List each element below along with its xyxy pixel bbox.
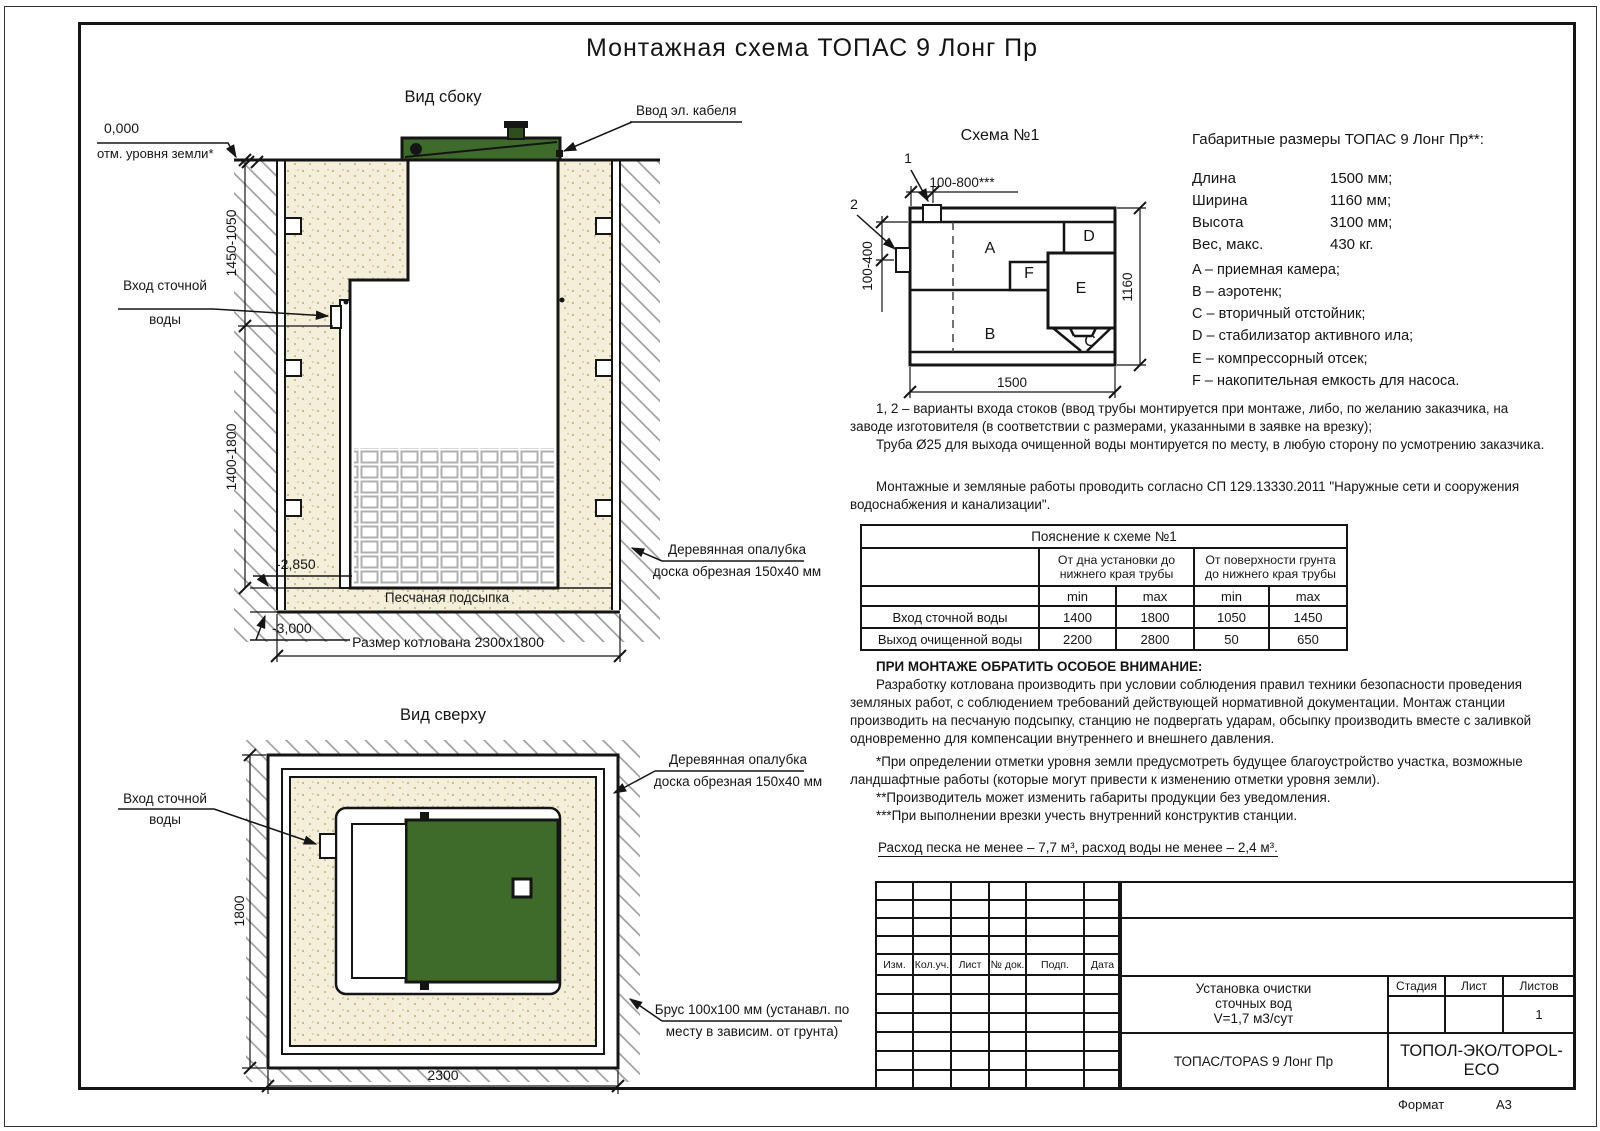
titleblock-empty-row-2 xyxy=(1118,917,1576,977)
tank-service-area-top xyxy=(352,824,406,978)
format-value: А3 xyxy=(1496,1097,1512,1112)
compartment-a-label: A xyxy=(984,240,996,257)
spec-value-width: 1160 мм; xyxy=(1330,192,1392,209)
schema1-explanation-table xyxy=(860,524,1348,651)
formwork-label-side-2: доска обрезная 150х40 мм xyxy=(652,564,822,579)
schema1-title: Схема №1 xyxy=(960,127,1040,144)
cable-entry-point xyxy=(556,150,563,157)
attention-block xyxy=(850,658,1546,748)
spec-value-length: 1500 мм; xyxy=(1330,170,1393,187)
dim-1450-1050: 1450-1050 xyxy=(222,209,239,277)
sand-bed-label: Песчаная подсыпка xyxy=(384,590,510,605)
table-row: Вход сточной воды 1400 1800 1050 1450 xyxy=(861,606,1347,628)
notes-regulations xyxy=(850,478,1546,514)
beam-label-2: месту в зависим. от грунта) xyxy=(665,1024,839,1039)
footnotes-block xyxy=(850,753,1546,825)
pit-size-label: Размер котлована 2300х1800 xyxy=(352,634,544,650)
ground-level-label: отм. уровня земли* xyxy=(97,146,214,161)
dim-1400-1800: 1400-1800 xyxy=(222,423,239,491)
spec-label-length: Длина xyxy=(1192,170,1236,187)
inlet-channel xyxy=(340,300,350,588)
compartment-d-label: D xyxy=(1083,228,1095,245)
footnote-1: *При определении отметки уровня земли предусмотреть будущее благоустройство участка, возможные ландшафтные работы (которые могут привести к изменению отметки уровня земли). xyxy=(850,754,1523,787)
rev-header-list: Лист xyxy=(951,954,989,975)
legend-item-c: C – вторичный отстойник; xyxy=(1192,306,1366,322)
cable-entry-label: Ввод эл. кабеля xyxy=(636,103,737,118)
company-cell: ТОПОЛ-ЭКО/TOPOL-ECO xyxy=(1387,1032,1576,1090)
inlet-variant2-stub xyxy=(896,248,910,272)
inlet-label-side-1: Вход сточной xyxy=(123,278,207,293)
rev-header-podp: Подп. xyxy=(1026,954,1084,975)
legend-item-e: E – компрессорный отсек; xyxy=(1192,351,1368,367)
beam-label-1: Брус 100х100 мм (устанавл. по xyxy=(654,1002,850,1017)
tank-lid-top xyxy=(406,820,558,982)
spec-value-height: 3100 мм; xyxy=(1330,214,1393,231)
revision-table xyxy=(875,881,1122,1090)
formwork-label-top-2: доска обрезная 150х40 мм xyxy=(653,774,823,789)
legend-item-d: D – стабилизатор активного ила; xyxy=(1192,328,1414,344)
schema1-drawing xyxy=(857,170,1146,398)
dim-100-400: 100-400 xyxy=(860,241,876,291)
inlet-label-top-2: воды xyxy=(149,812,181,827)
table-min1: min xyxy=(1039,586,1116,606)
formwork-label-side-1: Деревянная опалубка xyxy=(667,542,807,557)
rev-header-dok: № док. xyxy=(989,954,1026,975)
table-group1-header: От дна установки до нижнего края трубы xyxy=(1039,548,1194,586)
table-corner-cell xyxy=(861,548,1039,586)
table-row: Выход очищенной воды 2200 2800 50 650 xyxy=(861,628,1347,650)
spec-label-weight: Вес, макс. xyxy=(1192,236,1264,253)
inlet-stub-side xyxy=(331,306,341,328)
inlet-variant1-stub xyxy=(923,205,941,222)
inlet-label-side-2: воды xyxy=(149,312,181,327)
rev-header-data: Дата xyxy=(1084,954,1121,975)
spec-value-weight: 430 кг. xyxy=(1330,236,1374,253)
side-view-drawing xyxy=(97,121,807,662)
sheets-header-cell: Листов xyxy=(1502,975,1576,997)
consumption-note: Расход песка не менее – 7,7 м³, расход воды не менее – 2,4 м³. xyxy=(878,840,1278,855)
tank-lid-side xyxy=(402,121,560,160)
attention-header: ПРИ МОНТАЖЕ ОБРАТИТЬ ОСОБОЕ ВНИМАНИЕ: xyxy=(876,659,1203,674)
dim-1160: 1160 xyxy=(1120,272,1136,302)
project-title-cell xyxy=(1118,975,1389,1034)
compartment-b-label: B xyxy=(984,326,996,343)
table-max2: max xyxy=(1269,586,1347,606)
rev-header-koluch: Кол.уч. xyxy=(913,954,951,975)
tank-rib-texture xyxy=(354,448,554,585)
inlet-variant2-label: 2 xyxy=(850,196,858,212)
project-title-line3: V=1,7 м3/сут xyxy=(1213,1010,1294,1026)
level-3000-label: -3,000 xyxy=(272,620,312,636)
dim-2300: 2300 xyxy=(427,1067,459,1083)
rev-header-izm: Изм. xyxy=(876,954,913,975)
project-title-line2: сточных вод xyxy=(1215,996,1292,1012)
sheets-value-cell: 1 xyxy=(1502,995,1576,1034)
stage-header-cell: Стадия xyxy=(1387,975,1446,997)
compartment-c-label: C xyxy=(1084,333,1096,350)
stage-value-cell xyxy=(1387,995,1446,1034)
page-title: Монтажная схема ТОПАС 9 Лонг Пр xyxy=(585,34,1039,62)
spec-label-width: Ширина xyxy=(1192,192,1248,209)
specs-header: Габаритные размеры ТОПАС 9 Лонг Пр**: xyxy=(1192,131,1484,148)
compartment-f-label: F xyxy=(1024,265,1034,282)
format-label: Формат xyxy=(1398,1097,1445,1112)
inlet-stub-top xyxy=(320,834,336,858)
table-title: Пояснение к схеме №1 xyxy=(861,525,1347,548)
note-paragraph: 1, 2 – варианты входа стоков (ввод трубы монтируется при монтаже, либо, по желанию заказчика, на заводе изготовителя (в соответствии с размерами, указанными в заявке на врезку); xyxy=(850,401,1509,434)
footnote-3: ***При выполнении врезки учесть внутренний конструктив станции. xyxy=(876,807,1298,823)
legend-item-b: B – аэротенк; xyxy=(1192,284,1282,300)
formwork-label-top-1: Деревянная опалубка xyxy=(668,752,808,767)
sheet-header-cell: Лист xyxy=(1444,975,1504,997)
row-name: Вход сточной воды xyxy=(861,606,1039,628)
level-2850-label: -2,850 xyxy=(276,556,316,572)
table-group2-header: От поверхности грунта до нижнего края трубы xyxy=(1194,548,1347,586)
dim-1800: 1800 xyxy=(230,895,247,927)
note-paragraph: Монтажные и земляные работы проводить согласно СП 129.13330.2011 "Наружные сети и сооружения водоснабжения и канализации". xyxy=(850,479,1520,512)
row-name: Выход очищенной воды xyxy=(861,628,1039,650)
compartment-e-label: E xyxy=(1075,280,1087,297)
side-view-title: Вид сбоку xyxy=(404,88,482,106)
table-max1: max xyxy=(1116,586,1194,606)
project-title-line1: Установка очистки xyxy=(1195,981,1312,997)
legend-item-a: A – приемная камера; xyxy=(1192,262,1340,278)
dim-100-800: 100-800*** xyxy=(929,175,995,190)
model-cell: ТОПАС/TOPAS 9 Лонг Пр xyxy=(1118,1032,1389,1090)
table-min2: min xyxy=(1194,586,1269,606)
inlet-variant1-label: 1 xyxy=(904,150,912,166)
top-view-drawing xyxy=(118,740,842,1094)
titleblock-empty-row-1 xyxy=(1118,881,1576,919)
spec-label-height: Высота xyxy=(1192,214,1244,231)
vent-square-top xyxy=(513,879,531,897)
zero-mark-label: 0,000 xyxy=(104,120,140,136)
footnote-2: **Производитель может изменить габариты продукции без уведомления. xyxy=(876,789,1331,805)
top-view-title: Вид сверху xyxy=(400,706,486,724)
sheet-value-cell xyxy=(1444,995,1504,1034)
note-paragraph: Труба Ø25 для выхода очищенной воды монтируется по месту, в любую сторону по усмотрению заказчика. xyxy=(876,436,1545,452)
attention-body: Разработку котлована производить при условии соблюдения правил техники безопасности проведения земляных работ, с соблюдением требований действующей нормативной документации. Монтаж станции производить на песчаную подсыпку, станцию не подвергать ударам, обсыпку производить вместе с заливкой одновременно для компенсации внутреннего и внешнего давления. xyxy=(850,676,1532,746)
legend-item-f: F – накопительная емкость для насоса. xyxy=(1192,373,1460,389)
inlet-label-top-1: Вход сточной xyxy=(123,791,207,806)
notes-inlet-variants xyxy=(850,400,1546,454)
dim-1500: 1500 xyxy=(996,375,1028,390)
